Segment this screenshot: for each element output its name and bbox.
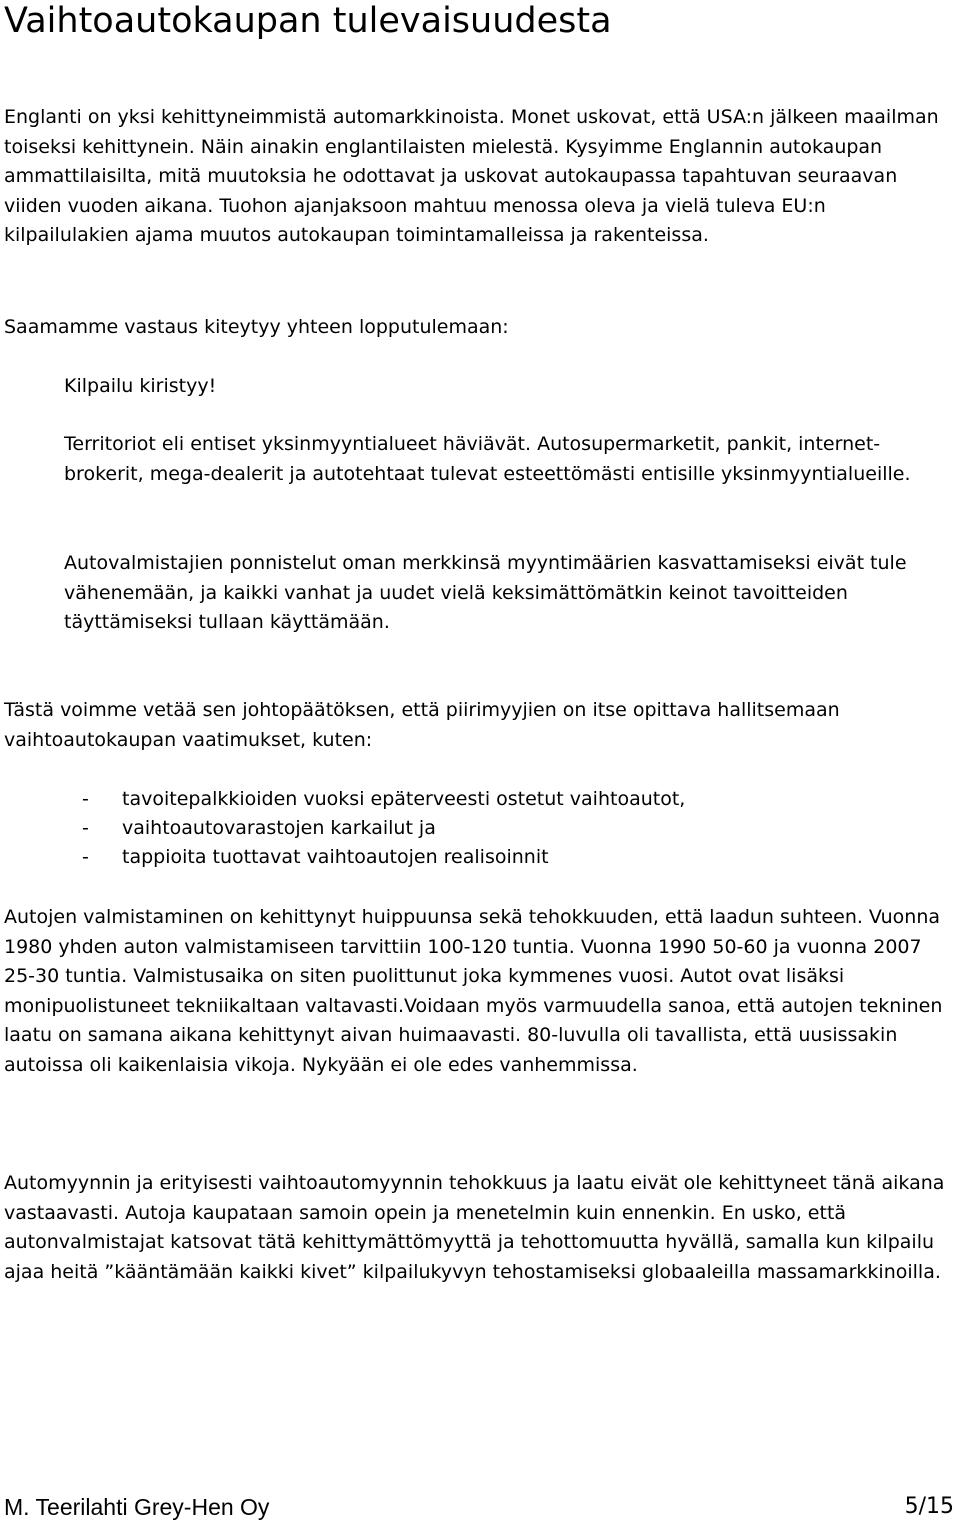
list-item-text: tavoitepalkkioiden vuoksi epäterveesti ostetut vaihtoautot,	[122, 788, 686, 810]
summary-intro: Saamamme vastaus kiteytyy yhteen lopputulemaan:	[4, 316, 509, 338]
list-item	[82, 843, 685, 872]
list-dash: -	[82, 846, 89, 868]
point-territories: Territoriot eli entiset yksinmyyntialueet häviävät. Autosupermarketit, pankit, internet-brokerit, mega-dealerit ja autotehtaat tulevat esteettömästi entisille yksinmyyntialueille.	[64, 433, 911, 485]
list-item	[82, 785, 685, 814]
conclusion-paragraph: Tästä voimme vetää sen johtopäätöksen, että piirimyyjien on itse opittava hallitsemaan vaihtoautokaupan vaatimukset, kuten:	[4, 699, 846, 751]
footer-company: M. Teerilahti Grey-Hen Oy	[4, 1494, 270, 1520]
list-item-text: vaihtoautovarastojen karkailut ja	[122, 817, 436, 839]
footer-page-number: 5/15	[904, 1494, 954, 1519]
requirements-list	[82, 785, 685, 872]
list-item	[82, 814, 685, 843]
point-manufacturers: Autovalmistajien ponnistelut oman merkkinsä myyntimäärien kasvattamiseksi eivät tule vähenemään, ja kaikki vanhat ja uudet vielä keksimättömätkin keinot tavoitteiden täyttämiseksi tullaan käyttämään.	[64, 552, 913, 633]
list-dash: -	[82, 788, 89, 810]
list-item-text: tappioita tuottavat vaihtoautojen realisoinnit	[122, 846, 549, 868]
intro-paragraph: Englanti on yksi kehittyneimmistä automarkkinoista. Monet uskovat, että USA:n jälkeen maailman toiseksi kehittynein. Näin ainakin englantilaisten mielestä. Kysyimme Englannin autokaupan ammattilaisilta, mitä muutoksia he odottavat ja uskovat autokaupassa tapahtuvan seuraavan viiden vuoden aikana. Tuohon ajanjaksoon mahtuu menossa oleva ja vielä tuleva EU:n kilpailulakien ajama muutos autokaupan toimintamalleissa ja rakenteissa.	[4, 106, 945, 246]
list-dash: -	[82, 817, 89, 839]
page-title: Vaihtoautokaupan tulevaisuudesta	[4, 1, 612, 41]
sales-paragraph: Automyynnin ja erityisesti vaihtoautomyynnin tehokkuus ja laatu eivät ole kehittyneet tänä aikana vastaavasti. Autoja kaupataan samoin opein ja menetelmin kuin ennenkin. En usko, että autonvalmistajat katsovat tätä kehittymättömyyttä ja tehottomuutta hyvällä, samalla kun kilpailu ajaa heitä ”kääntämään kaikki kivet” kilpailukyvyn tehostamiseksi globaaleilla massamarkkinoilla.	[4, 1172, 951, 1283]
point-competition: Kilpailu kiristyy!	[64, 375, 217, 397]
manufacturing-paragraph: Autojen valmistaminen on kehittynyt huippuunsa sekä tehokkuuden, että laadun suhteen. Vuonna 1980 yhden auton valmistamiseen tarvittiin 100-120 tuntia. Vuonna 1990 50-60 ja vuonna 2007 25-30 tuntia. Valmistusaika on siten puolittunut joka kymmenes vuosi. Autot ovat lisäksi monipuolistuneet tekniikaltaan valtavasti.Voidaan myös varmuudella sanoa, että autojen tekninen laatu on samana aikana kehittynyt aivan huimaavasti. 80-luvulla oli tavallista, että uusissakin autoissa oli kaikenlaisia vikoja. Nykyään ei ole edes vanhemmissa.	[4, 906, 949, 1076]
